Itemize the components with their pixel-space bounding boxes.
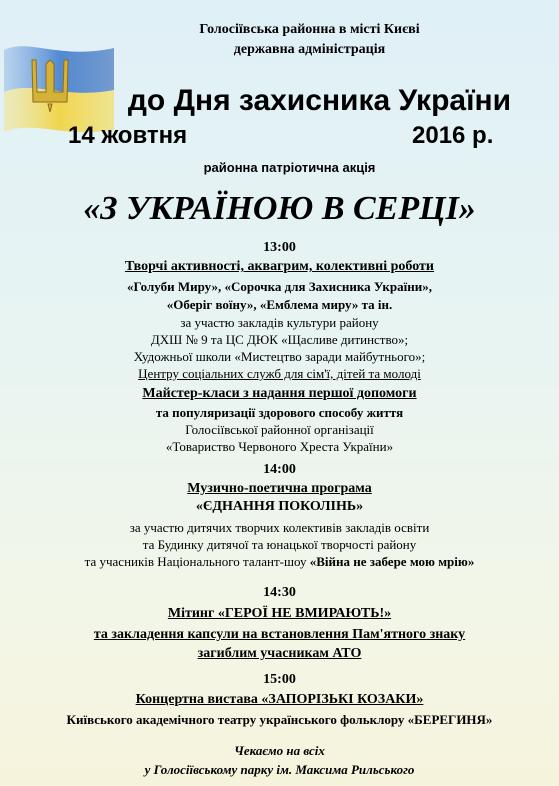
action-label: районна патріотична акція [203, 160, 376, 175]
music-program-heading: Музично-поетична програма [187, 481, 372, 496]
masterclass-heading: Майстер-класи з надання першої допомоги [142, 386, 417, 401]
time-14-00: 14:00 [263, 462, 296, 477]
capsule-line: та закладення капсули на встановлення Пам'ятного знаку [93, 627, 466, 642]
participants-line: за участю закладів культури району [180, 315, 379, 330]
time-15-00: 15:00 [263, 672, 296, 687]
concert-heading: Концертна вистава «ЗАПОРІЗЬКІ КОЗАКИ» [135, 692, 424, 707]
date-year: 2016 р. [412, 122, 494, 149]
music-participants-1: за участю дитячих творчих колективів закладів освіти [129, 520, 430, 535]
ato-line: загиблим учасникам АТО [197, 646, 362, 661]
time-14-30: 14:30 [263, 585, 296, 600]
red-cross-line1: Голосіївської районної організації [185, 422, 374, 437]
date-day: 14 жовтня [68, 122, 188, 149]
red-cross-line2: «Товариство Червоного Хреста України» [165, 439, 394, 454]
org-name-line1: Голосіївська районна в місті Києві [199, 22, 420, 37]
masterclass-subheading: та популяризації здорового способу життя [155, 405, 404, 420]
invitation-line1: Чекаємо на всіх [234, 743, 325, 758]
talent-show-name: «Війна не забере мою мрію» [309, 554, 475, 569]
slogan: «З УКРАЇНОЮ В СЕРЦІ» [83, 190, 476, 227]
music-participants-2: та Будинку дитячої та юнацької творчості району [142, 537, 417, 552]
org-name-line2: державна адміністрація [233, 42, 386, 57]
rally-heading: Мітинг «ГЕРОЇ НЕ ВМИРАЮТЬ!» [167, 606, 392, 621]
time-13-00: 13:00 [263, 240, 296, 255]
participant-social-center: Центру соціальних служб для сім'ї, дітей та молоді [138, 366, 421, 381]
participant-art-school: Художньої школи «Мистецтво заради майбутнього»; [133, 349, 426, 364]
theatre-line: Київського академічного театру українського фольклору «БЕРЕГИНЯ» [66, 712, 493, 727]
activities-names-1: «Голуби Миру», «Сорочка для Захисника України», [127, 279, 432, 294]
participant-dhsh: ДХШ № 9 та ЦС ДЮК «Щасливе дитинство»; [150, 332, 409, 347]
invitation-line2: у Голосіївському парку ім. Максима Рильського [144, 762, 415, 777]
activities-names-2: «Оберіг воїну», «Емблема миру» та ін. [166, 297, 393, 312]
music-participants-3: та учасників Національного талант-шоу «Війна не забере мою мрію» [84, 554, 475, 569]
music-program-title: «ЄДНАННЯ ПОКОЛІНЬ» [195, 499, 364, 514]
page-title: до Дня захисника України [127, 84, 512, 117]
activities-heading: Творчі активності, аквагрим, колективні роботи [125, 259, 434, 274]
